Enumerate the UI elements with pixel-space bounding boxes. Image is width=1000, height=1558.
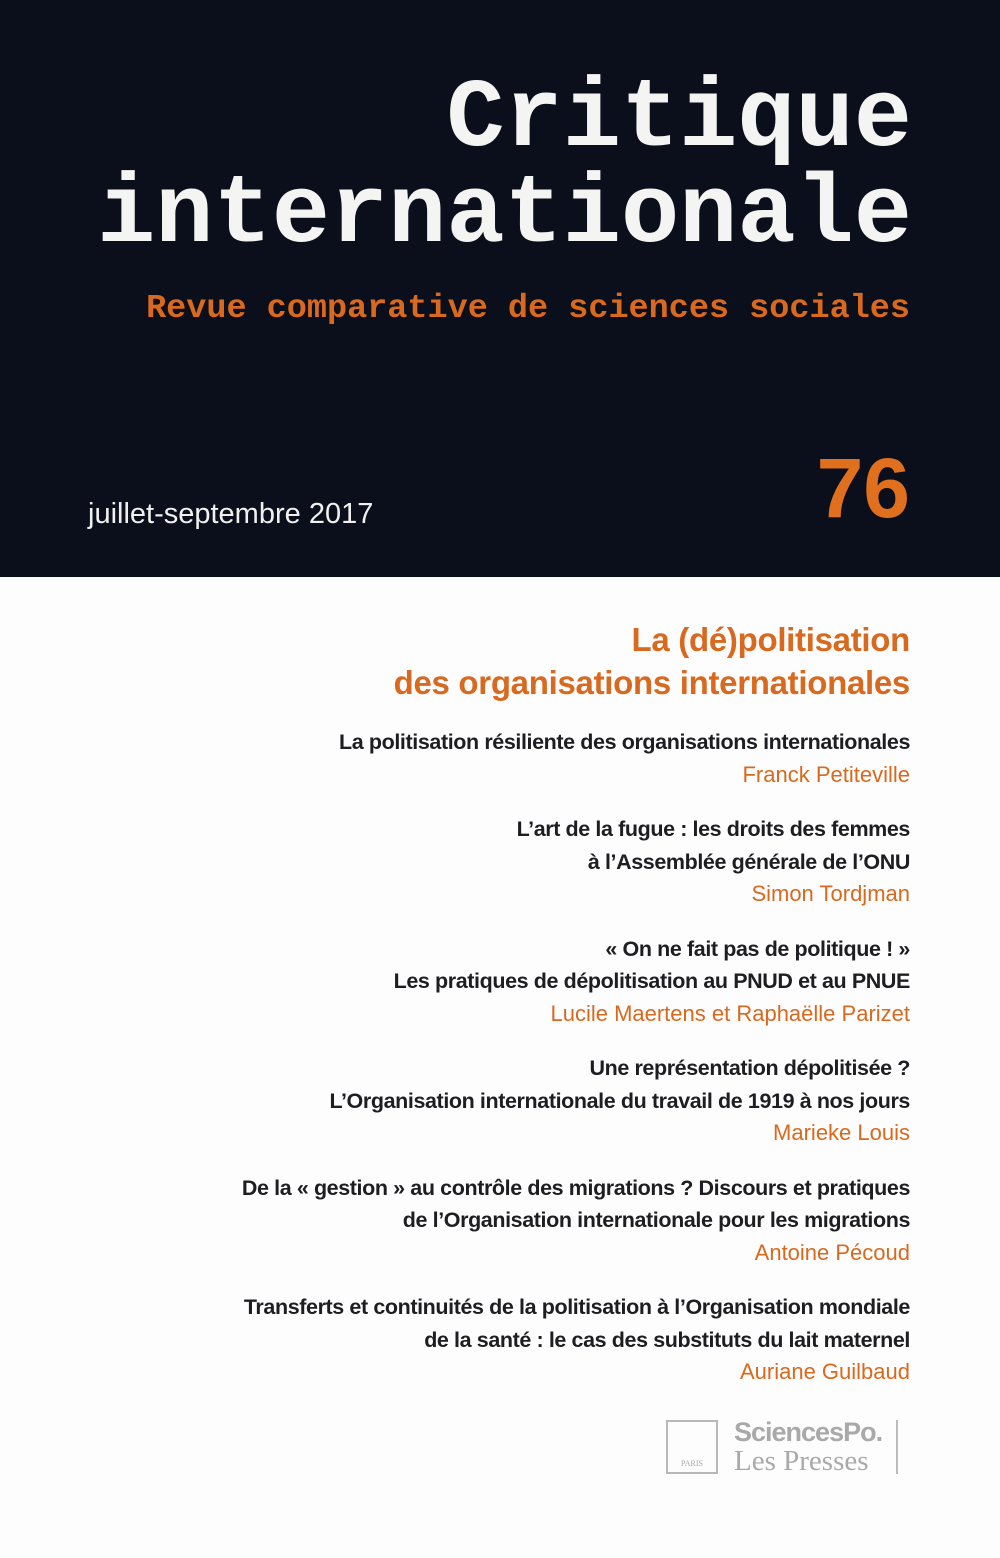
article-title: Une représentation dépolitisée ?	[589, 1056, 910, 1080]
publisher-name: SciencesPo.	[734, 1417, 883, 1447]
article-2	[30, 813, 910, 911]
article-4	[30, 1052, 910, 1150]
theme-title-line2: des organisations internationales	[393, 664, 910, 701]
article-title: de l’Organisation internationale pour les migrations	[402, 1208, 910, 1232]
article-title: à l’Assemblée générale de l’ONU	[587, 849, 910, 874]
article-title: Transferts et continuités de la politisation à l’Organisation mondiale	[243, 1295, 910, 1319]
article-title: La politisation résiliente des organisations internationales	[339, 730, 910, 754]
article-author: Auriane Guilbaud	[739, 1359, 910, 1384]
article-author: Lucile Maertens et Raphaëlle Parizet	[550, 1000, 910, 1026]
seal-icon	[666, 1420, 718, 1474]
masthead-subtitle: Revue comparative de sciences sociales	[146, 290, 910, 328]
publisher-imprint: Les Presses	[734, 1445, 869, 1477]
issue-date: juillet-septembre 2017	[88, 498, 374, 530]
article-3	[30, 933, 910, 1031]
article-title: De la « gestion » au contrôle des migrations ? Discours et pratiques	[241, 1175, 910, 1200]
article-title: L’art de la fugue : les droits des femmes	[516, 817, 910, 841]
article-1	[30, 726, 910, 791]
cover-header	[0, 0, 1000, 577]
article-5	[30, 1172, 910, 1270]
publisher-logo	[666, 1418, 898, 1476]
article-title: « On ne fait pas de politique ! »	[605, 936, 910, 961]
issue-number: 76	[816, 441, 910, 535]
contents	[30, 618, 910, 1389]
theme-title-line1: La (dé)politisation	[631, 621, 910, 658]
article-author: Franck Petiteville	[742, 761, 910, 787]
article-author: Antoine Pécoud	[754, 1239, 910, 1265]
article-author: Simon Tordjman	[751, 881, 910, 906]
logo-divider	[896, 1420, 898, 1474]
seal-text: PARIS	[681, 1459, 703, 1468]
article-6	[30, 1291, 910, 1389]
article-title: Les pratiques de dépolitisation au PNUD et au PNUE	[393, 969, 910, 993]
article-title: de la santé : le cas des substituts du lait maternel	[424, 1327, 910, 1352]
masthead-line1: Critique	[446, 65, 912, 175]
article-author: Marieke Louis	[773, 1120, 910, 1145]
masthead-line2: internationale	[97, 161, 912, 271]
article-title: L’Organisation internationale du travail de 1919 à nos jours	[329, 1088, 910, 1113]
